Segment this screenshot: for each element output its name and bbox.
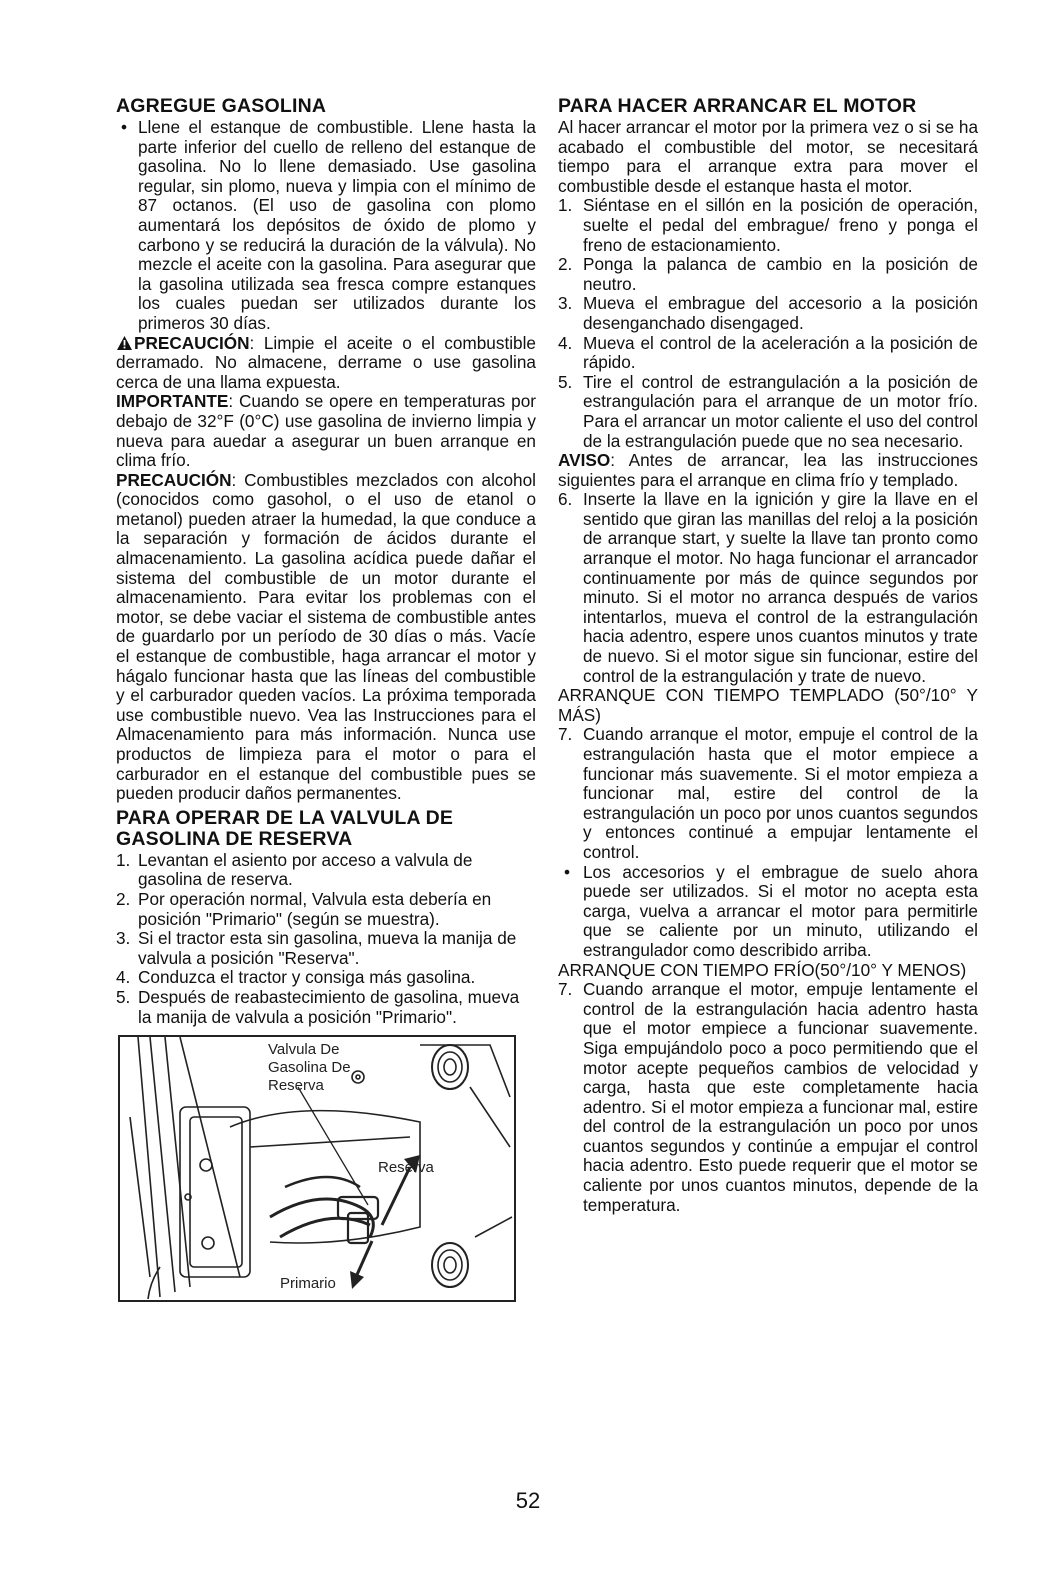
step-text: Ponga la palanca de cambio en la posición de neutro. — [583, 254, 978, 294]
step-text: Inserte la llave en la ignición y gire la llave en el sentido que giran las manillas del reloj a la posición de arranque start, y suelte la llave tan pronto como arranque el motor. No haga funcionar el arrancador continuamente por más de quince segundos por minuto. Si el motor no arranca después de varios intentarlos, mueva el control de la estrangulación hacia adentro, espere unos cuantos minutos y trate de nuevo. Si el motor sigue sin funcionar, estire del control de la estrangulación y trate de nuevo. — [583, 489, 978, 686]
figure-label-primary: Primario — [280, 1275, 336, 1293]
figure-label-valve-line2: Gasolina De — [268, 1059, 351, 1077]
section-heading-reserve-valve: PARA OPERAR DE LA VALVULA DE GASOLINA DE RESERVA — [116, 806, 454, 850]
cold-weather-steps — [558, 980, 978, 1215]
warm-weather-steps — [558, 725, 978, 960]
important-text: : Cuando se opere en temperaturas por debajo de 32°F (0°C) use gasolina de invierno limpia y nueva para auedar a asegurar un buen arranque en clima frío. — [116, 391, 536, 471]
warning-triangle-icon — [116, 335, 133, 351]
bullet-mark: • — [121, 117, 128, 137]
step-text: Tire el control de estrangulación a la posición de estrangulación para el arranque de un motor frío. Para el arrancar un motor caliente el uso del control de la estrangulación puede que no sea necesario. — [583, 371, 978, 451]
list-item — [558, 196, 978, 255]
notice-label: AVISO — [558, 450, 611, 471]
list-item — [116, 988, 536, 1027]
list-item — [558, 294, 978, 333]
figure-label-valve-line1: Valvula De — [268, 1041, 340, 1059]
step-number: 2. — [116, 888, 131, 909]
bullet-text: Los accesorios y el embrague de suelo ahora puede ser utilizados. Si el motor no acepta esta carga, vuelva a arrancar el motor para permitirle que se caliente por un minuto, utilizando el estrangulador como describido arriba. — [583, 861, 978, 960]
step-text: Cuando arranque el motor, empuje lentamente el control de la estrangulación hacia adentro hasta que el motor empiece a funcionar suavemente. Siga empujándolo poco a poco permitiendo que el motor acepte pequeños cambios de velocidad y carga, hasta que este completamente hacia adentro. Si el motor empieza a funcionar mal, estire del control de la estrangulación un poco por unos cuantos segundos y continúe a empujar el control hacia adentro. Esto puede requerir que el motor se caliente por unos cuantos minutos, depende de la temperatura. — [583, 979, 978, 1215]
step-number: 3. — [558, 293, 573, 314]
list-item — [116, 968, 536, 988]
step-number: 4. — [116, 967, 131, 988]
caution-label-1: PRECAUCIÓN — [134, 332, 250, 353]
figure-label-reserve: Reserva — [378, 1159, 434, 1177]
important-label: IMPORTANTE — [116, 391, 229, 412]
list-item — [558, 334, 978, 373]
step-number: 1. — [558, 195, 573, 216]
caution-paragraph-2 — [116, 471, 536, 804]
step-number: 4. — [558, 332, 573, 353]
section-heading-add-fuel: AGREGUE GASOLINA — [116, 95, 327, 117]
figure-label-valve-line3: Reserva — [268, 1077, 324, 1095]
step-text: Conduzca el tractor y consiga más gasolina. — [138, 967, 476, 988]
caution-text-1: : Limpie el aceite o el combustible derramado. No almacene, derrame o use gasolina cerca de una llama expuesta. — [116, 332, 536, 392]
step-number: 7. — [558, 979, 573, 1000]
bullet-mark: • — [564, 861, 571, 882]
step-text: Levantan el asiento por acceso a valvula de gasolina de reserva. — [138, 849, 473, 890]
start-intro: Al hacer arrancar el motor por la primera vez o si se ha acabado el combustible del motor, se necesitará tiempo para el arranque extra para mover el combustible desde el estanque hasta el motor. — [558, 117, 978, 196]
step-text: Mueva el control de la aceleración a la posición de rápido. — [583, 332, 978, 373]
list-item — [558, 980, 978, 1215]
caution-paragraph-1 — [116, 334, 536, 393]
step-text: Siéntase en el sillón en la posición de operación, suelte el pedal del embrague/ freno y ponga el freno de estacionamiento. — [583, 195, 978, 255]
list-item — [558, 863, 978, 961]
step-text: Mueva el embrague del accesorio a la posición desenganchado disengaged. — [583, 293, 978, 333]
list-item — [558, 725, 978, 862]
reserve-valve-figure — [118, 1035, 516, 1302]
warm-weather-heading: ARRANQUE CON TIEMPO TEMPLADO (50°/10° Y MÁS) — [558, 685, 978, 725]
page-number: 52 — [515, 1488, 541, 1513]
start-step-6 — [558, 490, 978, 686]
section-heading-start-engine: PARA HACER ARRANCAR EL MOTOR — [558, 95, 917, 117]
step-number: 5. — [558, 371, 573, 392]
notice-text: : Antes de arrancar, lea las instrucciones siguientes para el arranque en clima frío y templado. — [558, 450, 978, 490]
right-column — [558, 96, 978, 1215]
step-text: Si el tractor esta sin gasolina, mueva la manija de valvula a posición "Reserva". — [138, 928, 517, 968]
list-item — [116, 851, 536, 890]
fuel-bullet-text: Llene el estanque de combustible. Llene hasta la parte inferior del cuello de relleno del estanque de gasolina. No lo llene demasiado. Use gasolina regular, sin plomo, nueva y limpia con el mínimo de 87 octanos. (El uso de gasolina con plomo aumentará los depósitos de óxido de plomo y carbono y se reducirá la duración de la válvula). No mezcle el aceite con la gasolina. Para asegurar que la gasolina utilizada sea fresca compre estanques los cuales puedan ser utilizados durante los primeros 30 días. — [138, 117, 536, 333]
list-item — [558, 373, 978, 451]
list-item — [558, 255, 978, 294]
step-text: Por operación normal, Valvula esta debería en posición "Primario" (según se muestra). — [138, 888, 492, 929]
step-number: 1. — [116, 849, 131, 870]
step-number: 2. — [558, 254, 573, 275]
caution-label-2: PRECAUCIÓN — [116, 469, 232, 490]
caution-text-2: : Combustibles mezclados con alcohol (conocidos como gasohol, o el uso de etanol o metanol) pueden atraer la humedad, la que conduce a la separación y formación de ácidos durante el almacenamiento. La gasolina acídica puede dañar el sistema del combustible de un motor durante el almacenamiento. Para evitar los problemas con el motor, se debe vaciar el sistema de combustible antes de guardarlo por un período de 30 días o más. Vacíe el estanque de combustible, haga arrancar el motor y hágalo funcionar hasta que las líneas del combustible y el carburador queden vacíos. La próxima temporada use combustible nuevo. Vea las Instrucciones para el Almacenamiento para más información. Nunca use productos de limpieza para el motor o para el carburador en el estanque del combustible pues se pueden producir daños permanentes. — [116, 469, 536, 804]
step-number: 6. — [558, 489, 573, 510]
list-item — [116, 890, 536, 929]
list-item — [116, 929, 536, 968]
start-steps — [558, 196, 978, 451]
list-item — [558, 490, 978, 686]
step-number: 5. — [116, 986, 131, 1007]
step-number: 7. — [558, 724, 573, 745]
reserve-valve-steps — [116, 851, 536, 1027]
left-column — [116, 96, 536, 1302]
step-text: Cuando arranque el motor, empuje el control de la estrangulación hasta que el motor empiece a funcionar más suavemente. Si el motor empieza a funcionar mal, estire del control de la estrangulación un poco por unos cuantos segundos y entonces continué a empujar lentamente el control. — [583, 724, 978, 862]
fuel-bullet — [116, 118, 536, 334]
notice-paragraph — [558, 451, 978, 490]
step-number: 3. — [116, 928, 131, 949]
cold-weather-heading: ARRANQUE CON TIEMPO FRÍO(50°/10° Y MENOS) — [558, 959, 967, 980]
important-paragraph — [116, 392, 536, 470]
step-text: Después de reabastecimiento de gasolina, mueva la manija de valvula a posición "Primario". — [138, 986, 520, 1027]
